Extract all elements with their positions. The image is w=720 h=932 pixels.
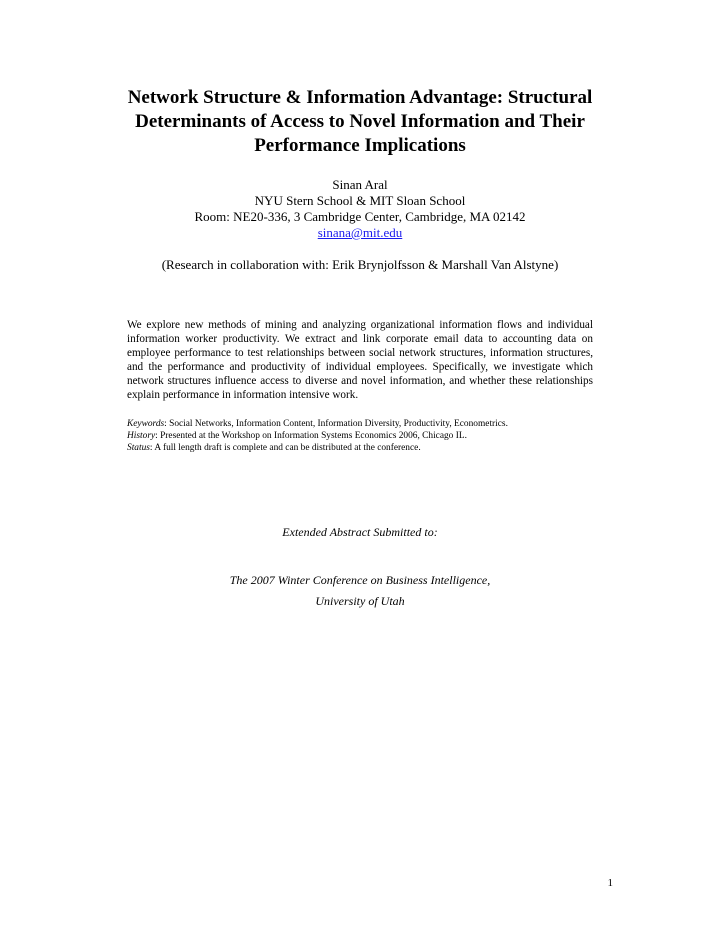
page-number: 1 (607, 877, 613, 889)
author-name: Sinan Aral (332, 177, 388, 192)
submission-note: Extended Abstract Submitted to: (282, 525, 438, 539)
status-line (127, 442, 593, 454)
collaboration-note: (Research in collaboration with: Erik Brynjolfsson & Marshall Van Alstyne) (161, 257, 559, 272)
conference-block (100, 570, 620, 612)
status-value: : A full length draft is complete and can be distributed at the conference. (149, 443, 421, 453)
paper-title: Network Structure & Information Advantage: Structural Determinants of Access to Novel Information and Their Performance Implications (127, 87, 593, 156)
author-block (100, 177, 620, 241)
status-label: Status (127, 443, 150, 453)
keywords-label: Keywords (127, 419, 165, 429)
author-affiliation: NYU Stern School & MIT Sloan School (254, 193, 466, 208)
history-label: History (127, 431, 156, 441)
abstract-text: We explore new methods of mining and analyzing organizational information flows and individual information worker productivity. We extract and link corporate email data to accounting data on employee performance to test relationships between social network structures, information structures, and the performance and productivity of individual employees. Specifically, we investigate which network structures influence access to diverse and novel information, and whether these relationships explain performance in information intensive work. (127, 319, 593, 401)
keywords-line (127, 418, 593, 430)
author-email-link[interactable]: sinana@mit.edu (317, 225, 403, 240)
history-value: : Presented at the Workshop on Information Systems Economics 2006, Chicago IL. (155, 431, 467, 441)
paper-metadata (127, 418, 593, 454)
history-line (127, 430, 593, 442)
author-address: Room: NE20-336, 3 Cambridge Center, Cambridge, MA 02142 (194, 209, 526, 224)
conference-name: The 2007 Winter Conference on Business Intelligence, (229, 573, 491, 587)
conference-university: University of Utah (315, 594, 405, 608)
keywords-value: : Social Networks, Information Content, Information Diversity, Productivity, Econometrics. (164, 419, 508, 429)
